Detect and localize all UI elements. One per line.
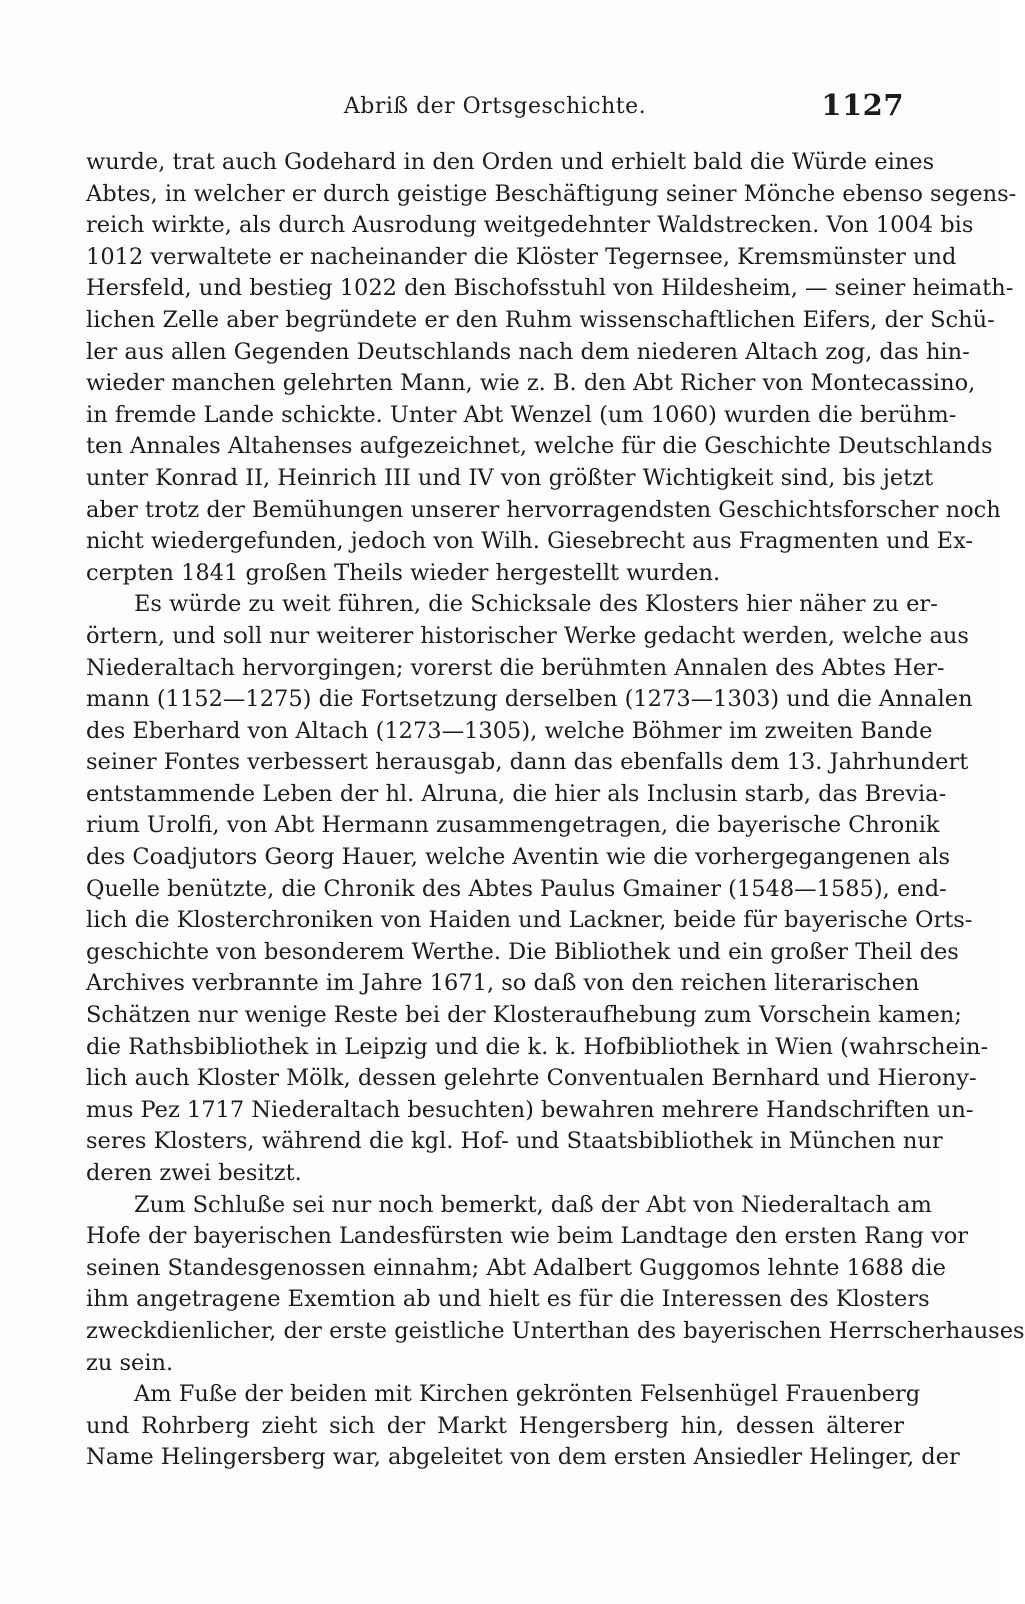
text-line: deren zwei besitzt.: [86, 1160, 302, 1186]
text-line: aber trotz der Bemühungen unserer hervorragendsten Geschichtsforscher noch: [86, 496, 1001, 523]
text-line: des Eberhard von Altach (1273—1305), welche Böhmer im zweiten Bande: [86, 717, 933, 744]
text-line: rium Urolfi, von Abt Hermann zusammengetragen, die bayerische Chronik: [86, 812, 940, 839]
text-line: Am Fuße der beiden mit Kirchen gekrönten Felsenhügel Frauenberg: [134, 1381, 921, 1408]
text-line: unter Konrad II, Heinrich III und IV von größter Wichtigkeit sind, bis jetzt: [86, 464, 934, 491]
text-line: 1012 verwaltete er nacheinander die Klöster Tegernsee, Kremsmünster und: [86, 243, 957, 270]
body-text: [86, 147, 1025, 1474]
text-line: lichen Zelle aber begründete er den Ruhm wissenschaftlichen Eifers, der Schü-: [86, 306, 995, 333]
text-line: ler aus allen Gegenden Deutschlands nach dem niederen Altach zog, das hin-: [86, 338, 970, 365]
text-line: Es würde zu weit führen, die Schicksale des Klosters hier näher zu er-: [134, 591, 938, 618]
text-line: seinen Standesgenossen einnahm; Abt Adalbert Guggomos lehnte 1688 die: [86, 1254, 946, 1281]
text-line: cerpten 1841 großen Theils wieder hergestellt wurden.: [86, 559, 721, 586]
text-line: mann (1152—1275) die Fortsetzung derselben (1273—1303) und die Annalen: [86, 686, 973, 713]
text-line: mus Pez 1717 Niederaltach besuchten) bewahren mehrere Handschriften un-: [86, 1096, 974, 1123]
text-line: Hofe der bayerischen Landesfürsten wie beim Landtage den ersten Rang vor: [86, 1223, 969, 1250]
text-line: Zum Schluße sei nur noch bemerkt, daß der Abt von Niederaltach am: [134, 1191, 932, 1218]
text-line: Quelle benützte, die Chronik des Abtes Paulus Gmainer (1548—1585), end-: [86, 875, 947, 902]
text-line: seres Klosters, während die kgl. Hof- und Staatsbibliothek in München nur: [86, 1128, 943, 1155]
running-title: Abriß der Ortsgeschichte.: [343, 94, 647, 119]
text-line: entstammende Leben der hl. Alruna, die hier als Inclusin starb, das Brevia-: [86, 780, 947, 807]
text-line: lich auch Kloster Mölk, dessen gelehrte Conventualen Bernhard und Hierony-: [86, 1065, 977, 1092]
text-line: zu sein.: [86, 1349, 174, 1376]
text-line: zweckdienlicher, der erste geistliche Unterthan des bayerischen Herrscherhauses: [86, 1317, 1025, 1344]
text-line: in fremde Lande schickte. Unter Abt Wenzel (um 1060) wurden die berühm-: [86, 401, 957, 428]
text-line: Hersfeld, und bestieg 1022 den Bischofsstuhl von Hildesheim, — seiner heimath-: [86, 275, 1014, 302]
text-line: Abtes, in welcher er durch geistige Beschäftigung seiner Mönche ebenso segens-: [86, 180, 1017, 207]
text-line: wurde, trat auch Godehard in den Orden und erhielt bald die Würde eines: [86, 149, 935, 175]
text-line: des Coadjutors Georg Hauer, welche Aventin wie die vorhergegangenen als: [86, 844, 951, 871]
text-line: ten Annales Altahenses aufgezeichnet, welche für die Geschichte Deutschlands: [86, 433, 993, 460]
text-line: ihm angetragene Exemtion ab und hielt es für die Interessen des Klosters: [86, 1286, 930, 1313]
text-line: geschichte von besonderem Werthe. Die Bibliothek und ein großer Theil des: [86, 938, 959, 965]
text-line: Archives verbrannte im Jahre 1671, so daß von den reichen literarischen: [86, 970, 920, 997]
text-line: örtern, und soll nur weiterer historischer Werke gedacht werden, welche aus: [86, 622, 969, 649]
text-line: nicht wiedergefunden, jedoch von Wilh. Giesebrecht aus Fragmenten und Ex-: [86, 528, 973, 555]
text-line: lich die Klosterchroniken von Haiden und Lackner, beide für bayerische Orts-: [86, 907, 973, 934]
text-line: seiner Fontes verbessert herausgab, dann das ebenfalls dem 13. Jahrhundert: [86, 749, 969, 776]
text-line: Name Helingersberg war, abgeleitet von dem ersten Ansiedler Helinger, der: [86, 1444, 960, 1471]
text-line: Niederaltach hervorgingen; vorerst die berühmten Annalen des Abtes Her-: [86, 654, 945, 681]
page-number: 1127: [821, 88, 904, 122]
text-line: wieder manchen gelehrten Mann, wie z. B. den Abt Richer von Montecassino,: [86, 370, 976, 397]
text-line: die Rathsbibliothek in Leipzig und die k. k. Hofbibliothek in Wien (wahrschein-: [86, 1033, 989, 1060]
running-head: [86, 88, 904, 128]
text-line: und Rohrberg zieht sich der Markt Hengersberg hin, dessen älterer: [86, 1412, 904, 1439]
text-line: Schätzen nur wenige Reste bei der Klosteraufhebung zum Vorschein kamen;: [86, 1002, 962, 1029]
text-line: reich wirkte, als durch Ausrodung weitgedehnter Waldstrecken. Von 1004 bis: [86, 212, 974, 239]
